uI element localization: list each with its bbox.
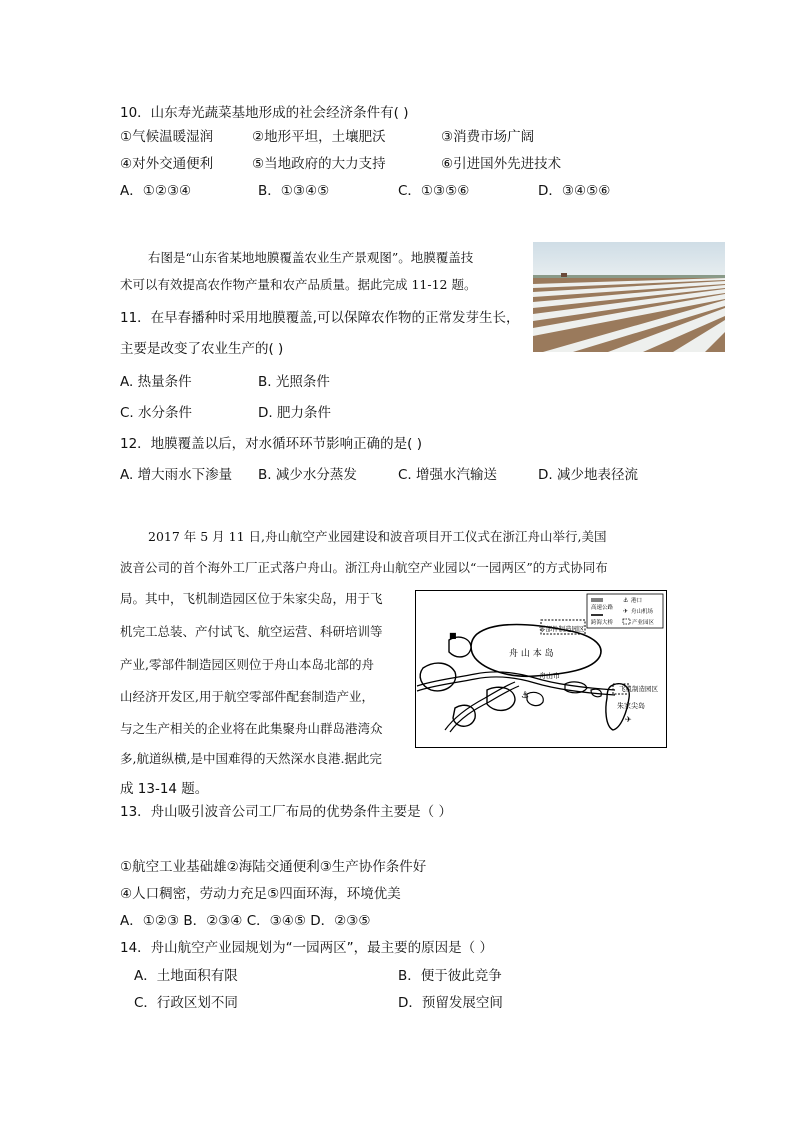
q12-stem: 12．地膜覆盖以后，对水循环环节影响正确的是( ) (120, 436, 423, 452)
q10-answer-b: B．①③④⑤ (258, 183, 330, 199)
q10-option-5: ⑤当地政府的大力支持 (252, 156, 386, 172)
q14-answer-d: D．预留发展空间 (398, 995, 503, 1011)
q11-stem-line2: 主要是改变了农业生产的( ) (120, 341, 284, 357)
map-label-aircraft-park: 飞机制造园区 (619, 685, 658, 693)
q11-answer-b: B. 光照条件 (258, 374, 330, 390)
q12-answer-b: B. 减少水分蒸发 (258, 467, 357, 483)
q10-answer-a: A．①②③④ (120, 183, 192, 199)
port-icon: ■ (449, 631, 457, 640)
map-label-main-island: 舟 山 本 岛 (509, 649, 554, 659)
q10-option-6: ⑥引进国外先进技术 (441, 156, 562, 172)
map-legend (587, 594, 663, 628)
q10-option-3: ③消费市场广阔 (441, 129, 535, 145)
q14-answer-b: B．便于彼此竞争 (398, 968, 502, 984)
q14-answer-a: A．土地面积有限 (134, 968, 238, 984)
intro1-line1: 右图是“山东省某地地膜覆盖农业生产景观图”。地膜覆盖技 (148, 250, 474, 265)
q11-answer-a: A. 热量条件 (120, 374, 192, 390)
intro2-line4: 机完工总装、产付试飞、航空运营、科研培训等 (120, 624, 383, 639)
q11-answer-c: C. 水分条件 (120, 405, 193, 421)
legend-park: 产业园区 (632, 620, 655, 626)
legend-port: 港口 (631, 598, 643, 604)
intro2-line9: 成 13-14 题。 (120, 781, 209, 797)
zhoushan-map (415, 590, 667, 748)
intro2-line5: 产业,零部件制造园区则位于舟山本岛北部的舟 (120, 657, 374, 672)
map-label-zhujiajian: 朱家尖岛 (617, 702, 645, 710)
q13-options: A．①②③ B．②③④ C．③④⑤ D．②③⑤ (120, 913, 371, 929)
legend-port-icon: ⚓ (623, 597, 629, 604)
q10-stem: 10．山东寿光蔬菜基地形成的社会经济条件有( ) (120, 105, 409, 121)
intro2-line1: 2017 年 5 月 11 日,舟山航空产业园建设和波音项目开工仪式在浙江舟山举行,美国 (148, 529, 607, 544)
intro2-line8: 多,航道纵横,是中国难得的天然深水良港.据此完 (120, 751, 382, 766)
legend-bridge: 跨海大桥 (591, 620, 614, 626)
airport-icon: ✈ (625, 715, 632, 724)
port-icon: ⚓ (521, 691, 530, 701)
q10-answer-d: D．③④⑤⑥ (538, 183, 611, 199)
q12-answer-d: D. 减少地表径流 (538, 467, 638, 483)
q11-answer-d: D. 肥力条件 (258, 405, 331, 421)
q10-option-4: ④对外交通便利 (120, 156, 214, 172)
q13-line1: ①航空工业基础雄②海陆交通便利③生产协作条件好 (120, 859, 427, 875)
q13-stem: 13．舟山吸引波音公司工厂布局的优势条件主要是（ ） (120, 804, 452, 820)
legend-airport: 舟山机场 (631, 609, 654, 615)
legend-highway: 高速公路 (591, 605, 614, 611)
q13-line2: ④人口稠密，劳动力充足⑤四面环海，环境优美 (120, 886, 401, 902)
q12-answer-c: C. 增强水汽输送 (398, 467, 498, 483)
intro2-line6: 山经济开发区,用于航空零部件配套制造产业， (120, 689, 374, 704)
intro1-line2: 术可以有效提高农作物产量和农产品质量。据此完成 11-12 题。 (120, 277, 477, 292)
intro2-line2: 波音公司的首个海外工厂正式落户舟山。浙江舟山航空产业园以“一园两区”的方式协同布 (120, 560, 608, 575)
q14-stem: 14．舟山航空产业园规划为“一园两区”，最主要的原因是（ ） (120, 940, 493, 956)
q14-answer-c: C．行政区划不同 (134, 995, 238, 1011)
map-label-parts-park: 零部件制造园区 (539, 625, 585, 633)
legend-airport-icon: ✈ (623, 608, 629, 615)
map-label-city: 舟山市 (539, 672, 560, 680)
q10-answer-c: C．①③⑤⑥ (398, 183, 470, 199)
intro2-line3: 局。其中，飞机制造园区位于朱家尖岛，用于飞 (120, 591, 383, 606)
q10-option-2: ②地形平坦，土壤肥沃 (252, 129, 386, 145)
intro2-line7: 与之生产相关的企业将在此集聚舟山群岛港湾众 (120, 721, 383, 736)
plastic-mulch-field-photo (533, 242, 725, 352)
q10-option-1: ①气候温暖湿润 (120, 129, 214, 145)
q11-stem-line1: 11．在早春播种时采用地膜覆盖,可以保障农作物的正常发芽生长， (120, 310, 520, 326)
q12-answer-a: A. 增大雨水下渗量 (120, 467, 233, 483)
